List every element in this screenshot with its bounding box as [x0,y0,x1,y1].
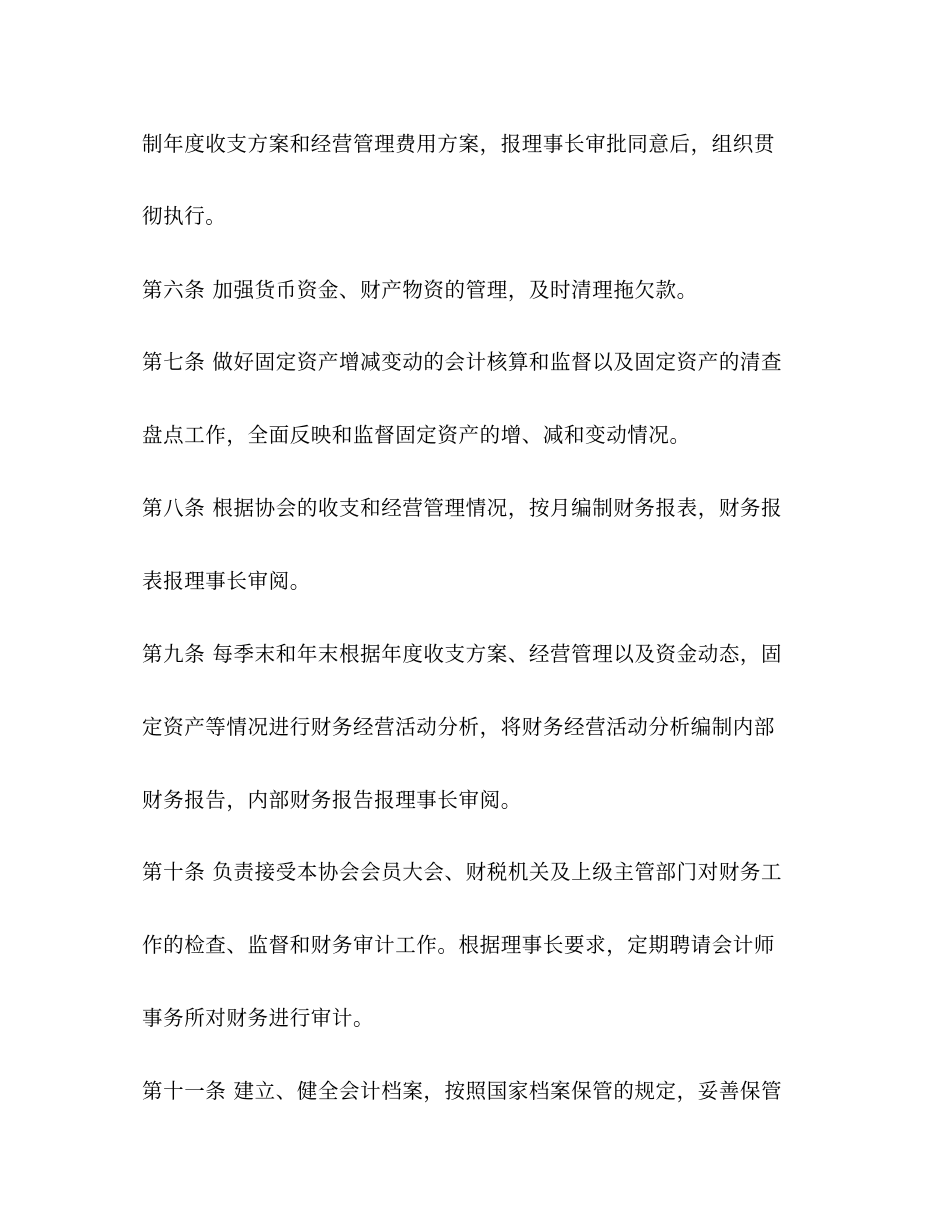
text-line: 作的检查、监督和财务审计工作。根据理事长要求，定期聘请会计师 [142,933,775,957]
text-line: 财务报告，内部财务报告报理事长审阅。 [142,788,522,812]
text-line: 盘点工作，全面反映和监督固定资产的增、减和变动情况。 [142,423,691,447]
text-line: 定资产等情况进行财务经营活动分析，将财务经营活动分析编制内部 [142,715,775,739]
text-line: 表报理事长审阅。 [142,569,311,593]
text-line: 制年度收支方案和经营管理费用方案，报理事长审批同意后，组织贯 [142,132,775,156]
article-7: 第七条 做好固定资产增减变动的会计核算和监督以及固定资产的清查 [142,350,783,374]
article-6: 第六条 加强货币资金、财产物资的管理，及时清理拖欠款。 [142,278,698,302]
text-line: 事务所对财务进行审计。 [142,1006,375,1030]
article-9: 第九条 每季末和年末根据年度收支方案、经营管理以及资金动态，固 [142,642,783,666]
text-line: 彻执行。 [142,204,227,228]
article-8: 第八条 根据协会的收支和经营管理情况，按月编制财务报表，财务报 [142,496,783,520]
article-11: 第十一条 建立、健全会计档案，按照国家档案保管的规定，妥善保管 [142,1079,783,1103]
article-10: 第十条 负责接受本协会会员大会、财税机关及上级主管部门对财务工 [142,860,783,884]
